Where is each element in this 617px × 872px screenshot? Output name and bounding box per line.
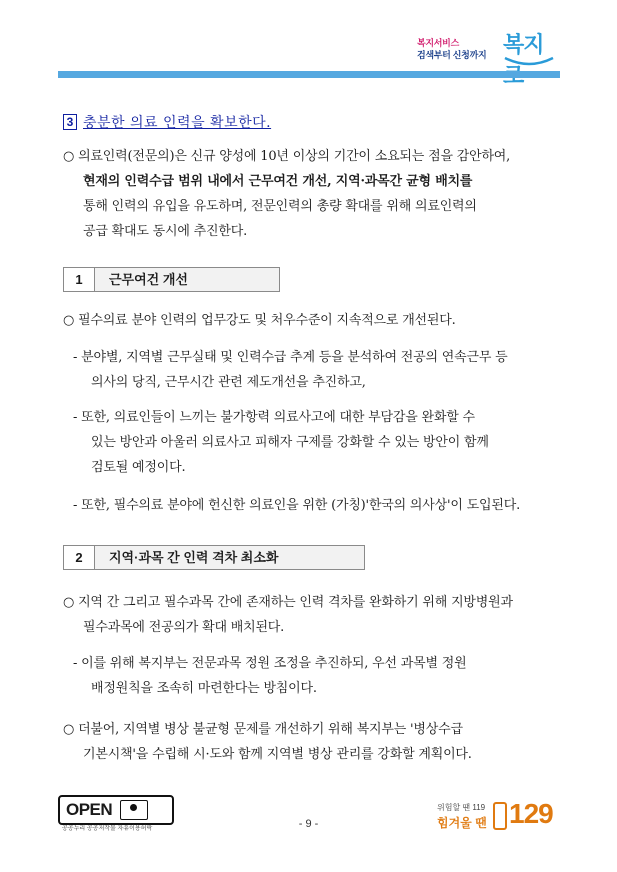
page-header xyxy=(0,0,617,80)
phone-icon xyxy=(493,802,507,830)
subheading-2 xyxy=(63,545,365,570)
sub2-bullet1-line1: ○ 지역 간 그리고 필수과목 간에 존재하는 인력 격차를 완화하기 위해 지방병원과 xyxy=(63,595,513,610)
section-number: 3 xyxy=(63,114,77,130)
sub2-bullet1-line2: 필수과목에 전공의가 확대 배치된다. xyxy=(83,620,285,635)
logo-line2: 검색부터 신청까지 xyxy=(417,50,487,60)
hotline-big-text: 힘겨울 땐 xyxy=(437,816,487,830)
sub2-dash1-line2: 배정원칙을 조속히 마련한다는 방침이다. xyxy=(91,681,317,696)
intro-line-3: 통해 인력의 유입을 유도하며, 전문인력의 총량 확대를 위해 의료인력의 xyxy=(83,199,477,214)
logo-line1: 복지서비스 xyxy=(417,38,459,48)
sub2-bullet2-line2: 기본시책'을 수립해 시·도와 함께 지역별 병상 관리를 강화할 계획이다. xyxy=(83,747,472,762)
open-caption: 공공누리 공공저작물 자유이용허락 xyxy=(62,826,153,832)
sub1-dash1-line2: 의사의 당직, 근무시간 관련 제도개선을 추진하고, xyxy=(91,375,366,390)
sub1-dash3-line1: - 또한, 필수의료 분야에 헌신한 의료인을 위한 (가칭)'한국의 의사상'이 도입된다. xyxy=(73,498,521,513)
logo-smile-icon xyxy=(503,56,555,66)
intro-line-2: 현재의 인력수급 범위 내에서 근무여건 개선, 지역·과목간 균형 배치를 xyxy=(83,174,473,189)
open-label: OPEN xyxy=(66,800,113,819)
sub2-dash1-line1: - 이를 위해 복지부는 전문과목 정원 조정을 추진하되, 우선 과목별 정원 xyxy=(73,656,467,671)
section-title xyxy=(63,112,271,132)
hotline-number: 129 xyxy=(509,798,553,829)
subheading-1-title: 근무여건 개선 xyxy=(95,268,279,291)
attribution-icon xyxy=(120,800,148,820)
section-title-text: 충분한 의료 인력을 확보한다. xyxy=(83,115,272,131)
bokjiro-logo[interactable] xyxy=(417,30,557,70)
sub1-dash2-line3: 검토될 예정이다. xyxy=(91,460,186,475)
subheading-1-number: 1 xyxy=(64,268,95,291)
intro-line-1: ○ 의료인력(전문의)은 신규 양성에 10년 이상의 기간이 소요되는 점을 감안하여, xyxy=(63,149,511,164)
hotline-small-text: 위험할 땐 119 xyxy=(437,803,486,812)
header-divider-bar xyxy=(58,71,560,78)
sub1-dash2-line1: - 또한, 의료인들이 느끼는 불가항력 의료사고에 대한 부담감을 완화할 수 xyxy=(73,410,475,425)
sub1-dash1-line1: - 분야별, 지역별 근무실태 및 인력수급 추계 등을 분석하여 전공의 연속근무 등 xyxy=(73,350,508,365)
subheading-2-title: 지역·과목 간 인력 격차 최소화 xyxy=(95,546,364,569)
logo-mark: 복지 xyxy=(503,32,544,57)
sub1-bullet: ○ 필수의료 분야 인력의 업무강도 및 처우수준이 지속적으로 개선된다. xyxy=(63,313,456,328)
subheading-1 xyxy=(63,267,280,292)
sub2-bullet2-line1: ○ 더불어, 지역별 병상 불균형 문제를 개선하기 위해 복지부는 '병상수급 xyxy=(63,722,463,737)
page-number: - 9 - xyxy=(298,818,319,830)
hotline-129-badge xyxy=(437,800,561,832)
subheading-2-number: 2 xyxy=(64,546,95,569)
sub1-dash2-line2: 있는 방안과 아울러 의료사고 피해자 구제를 강화할 수 있는 방안이 함께 xyxy=(91,435,489,450)
intro-line-4: 공급 확대도 동시에 추진한다. xyxy=(83,224,248,239)
